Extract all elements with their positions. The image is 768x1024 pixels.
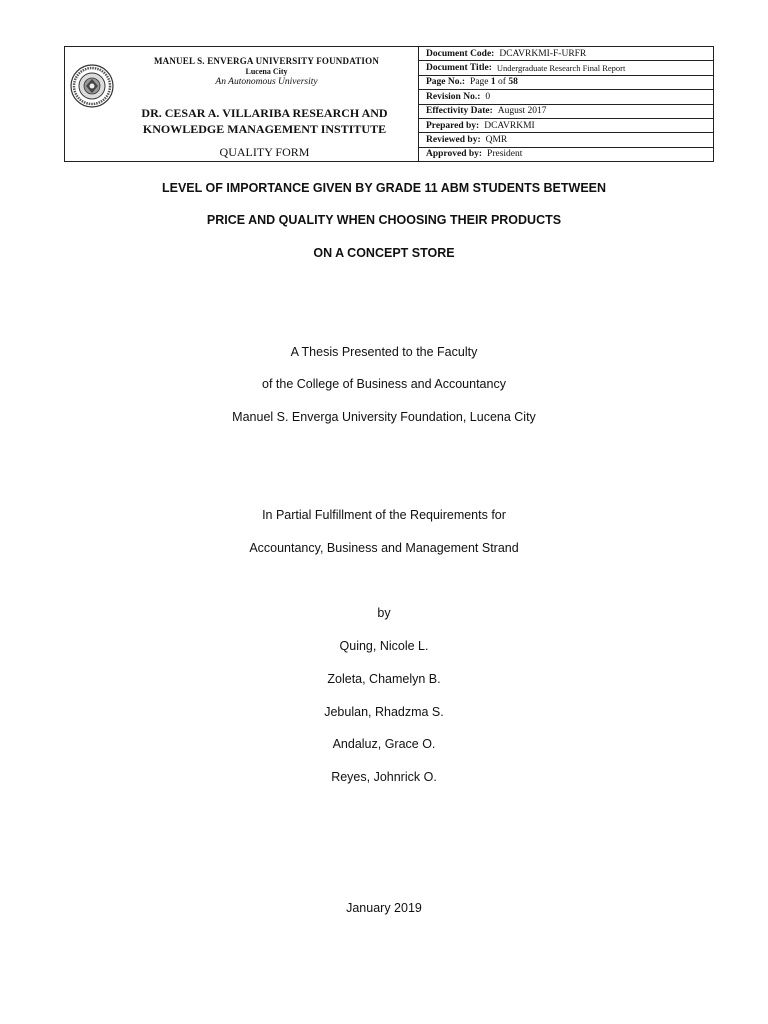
- page-prefix: Page: [470, 77, 489, 88]
- presentation-line-3: Manuel S. Enverga University Foundation, Lucena City: [232, 410, 536, 424]
- meta-value: August 2017: [497, 106, 547, 117]
- meta-label: Approved by:: [426, 149, 483, 160]
- meta-value: QMR: [485, 134, 508, 145]
- header-institution-cell: [65, 47, 419, 161]
- form-type: QUALITY FORM: [219, 145, 310, 159]
- author-name: Jebulan, Rhadzma S.: [324, 705, 444, 719]
- meta-row-reviewed-by: [419, 133, 713, 147]
- fulfillment-line-2: Accountancy, Business and Management Strand: [249, 541, 519, 555]
- submission-date: January 2019: [346, 901, 422, 915]
- meta-value: 0: [485, 91, 491, 102]
- author-name: Reyes, Johnrick O.: [331, 770, 437, 784]
- author-name: Zoleta, Chamelyn B.: [327, 672, 441, 686]
- meta-row-document-title: [419, 61, 713, 75]
- university-seal-icon: [70, 64, 114, 108]
- org-city: Lucena City: [245, 67, 288, 76]
- meta-value: DCAVRKMI: [484, 120, 535, 131]
- meta-row-revision: [419, 90, 713, 104]
- meta-row-document-code: [419, 47, 713, 61]
- author-name: Andaluz, Grace O.: [332, 737, 436, 751]
- meta-value: DCAVRKMI-F-URFR: [499, 48, 587, 59]
- meta-label: Document Code:: [426, 48, 495, 59]
- meta-label: Document Title:: [426, 63, 492, 74]
- meta-row-effectivity: [419, 105, 713, 119]
- meta-value: President: [487, 149, 523, 160]
- thesis-title-line-1: LEVEL OF IMPORTANCE GIVEN BY GRADE 11 ABM STUDENTS BETWEEN: [161, 181, 607, 195]
- page-total: 58: [508, 77, 518, 88]
- institute-line-1: DR. CESAR A. VILLARIBA RESEARCH AND: [141, 106, 388, 120]
- meta-label: Page No.:: [426, 77, 466, 88]
- org-tagline: An Autonomous University: [215, 77, 318, 87]
- meta-value: Undergraduate Research Final Report: [496, 63, 626, 74]
- meta-label: Prepared by:: [426, 120, 480, 131]
- meta-label: Effectivity Date:: [426, 106, 493, 117]
- thesis-title-line-3: ON A CONCEPT STORE: [313, 246, 455, 260]
- meta-row-prepared-by: [419, 119, 713, 133]
- document-header-table: [64, 46, 714, 162]
- org-name: MANUEL S. ENVERGA UNIVERSITY FOUNDATION: [153, 56, 380, 66]
- author-name: Quing, Nicole L.: [339, 639, 429, 653]
- presentation-line-2: of the College of Business and Accountancy: [262, 377, 506, 391]
- meta-label: Reviewed by:: [426, 134, 481, 145]
- page-of: of: [498, 77, 506, 88]
- fulfillment-line-1: In Partial Fulfillment of the Requirements for: [262, 508, 506, 522]
- meta-value: [470, 77, 518, 87]
- meta-row-approved-by: [419, 148, 713, 161]
- page-current: 1: [490, 77, 496, 88]
- meta-label: Revision No.:: [426, 91, 481, 102]
- institute-line-2: KNOWLEDGE MANAGEMENT INSTITUTE: [142, 122, 387, 136]
- meta-row-page-no: [419, 76, 713, 90]
- by-label: by: [377, 606, 391, 620]
- thesis-title-line-2: PRICE AND QUALITY WHEN CHOOSING THEIR PRODUCTS: [206, 213, 562, 227]
- presentation-line-1: A Thesis Presented to the Faculty: [290, 345, 478, 359]
- header-meta-cell: [419, 47, 713, 161]
